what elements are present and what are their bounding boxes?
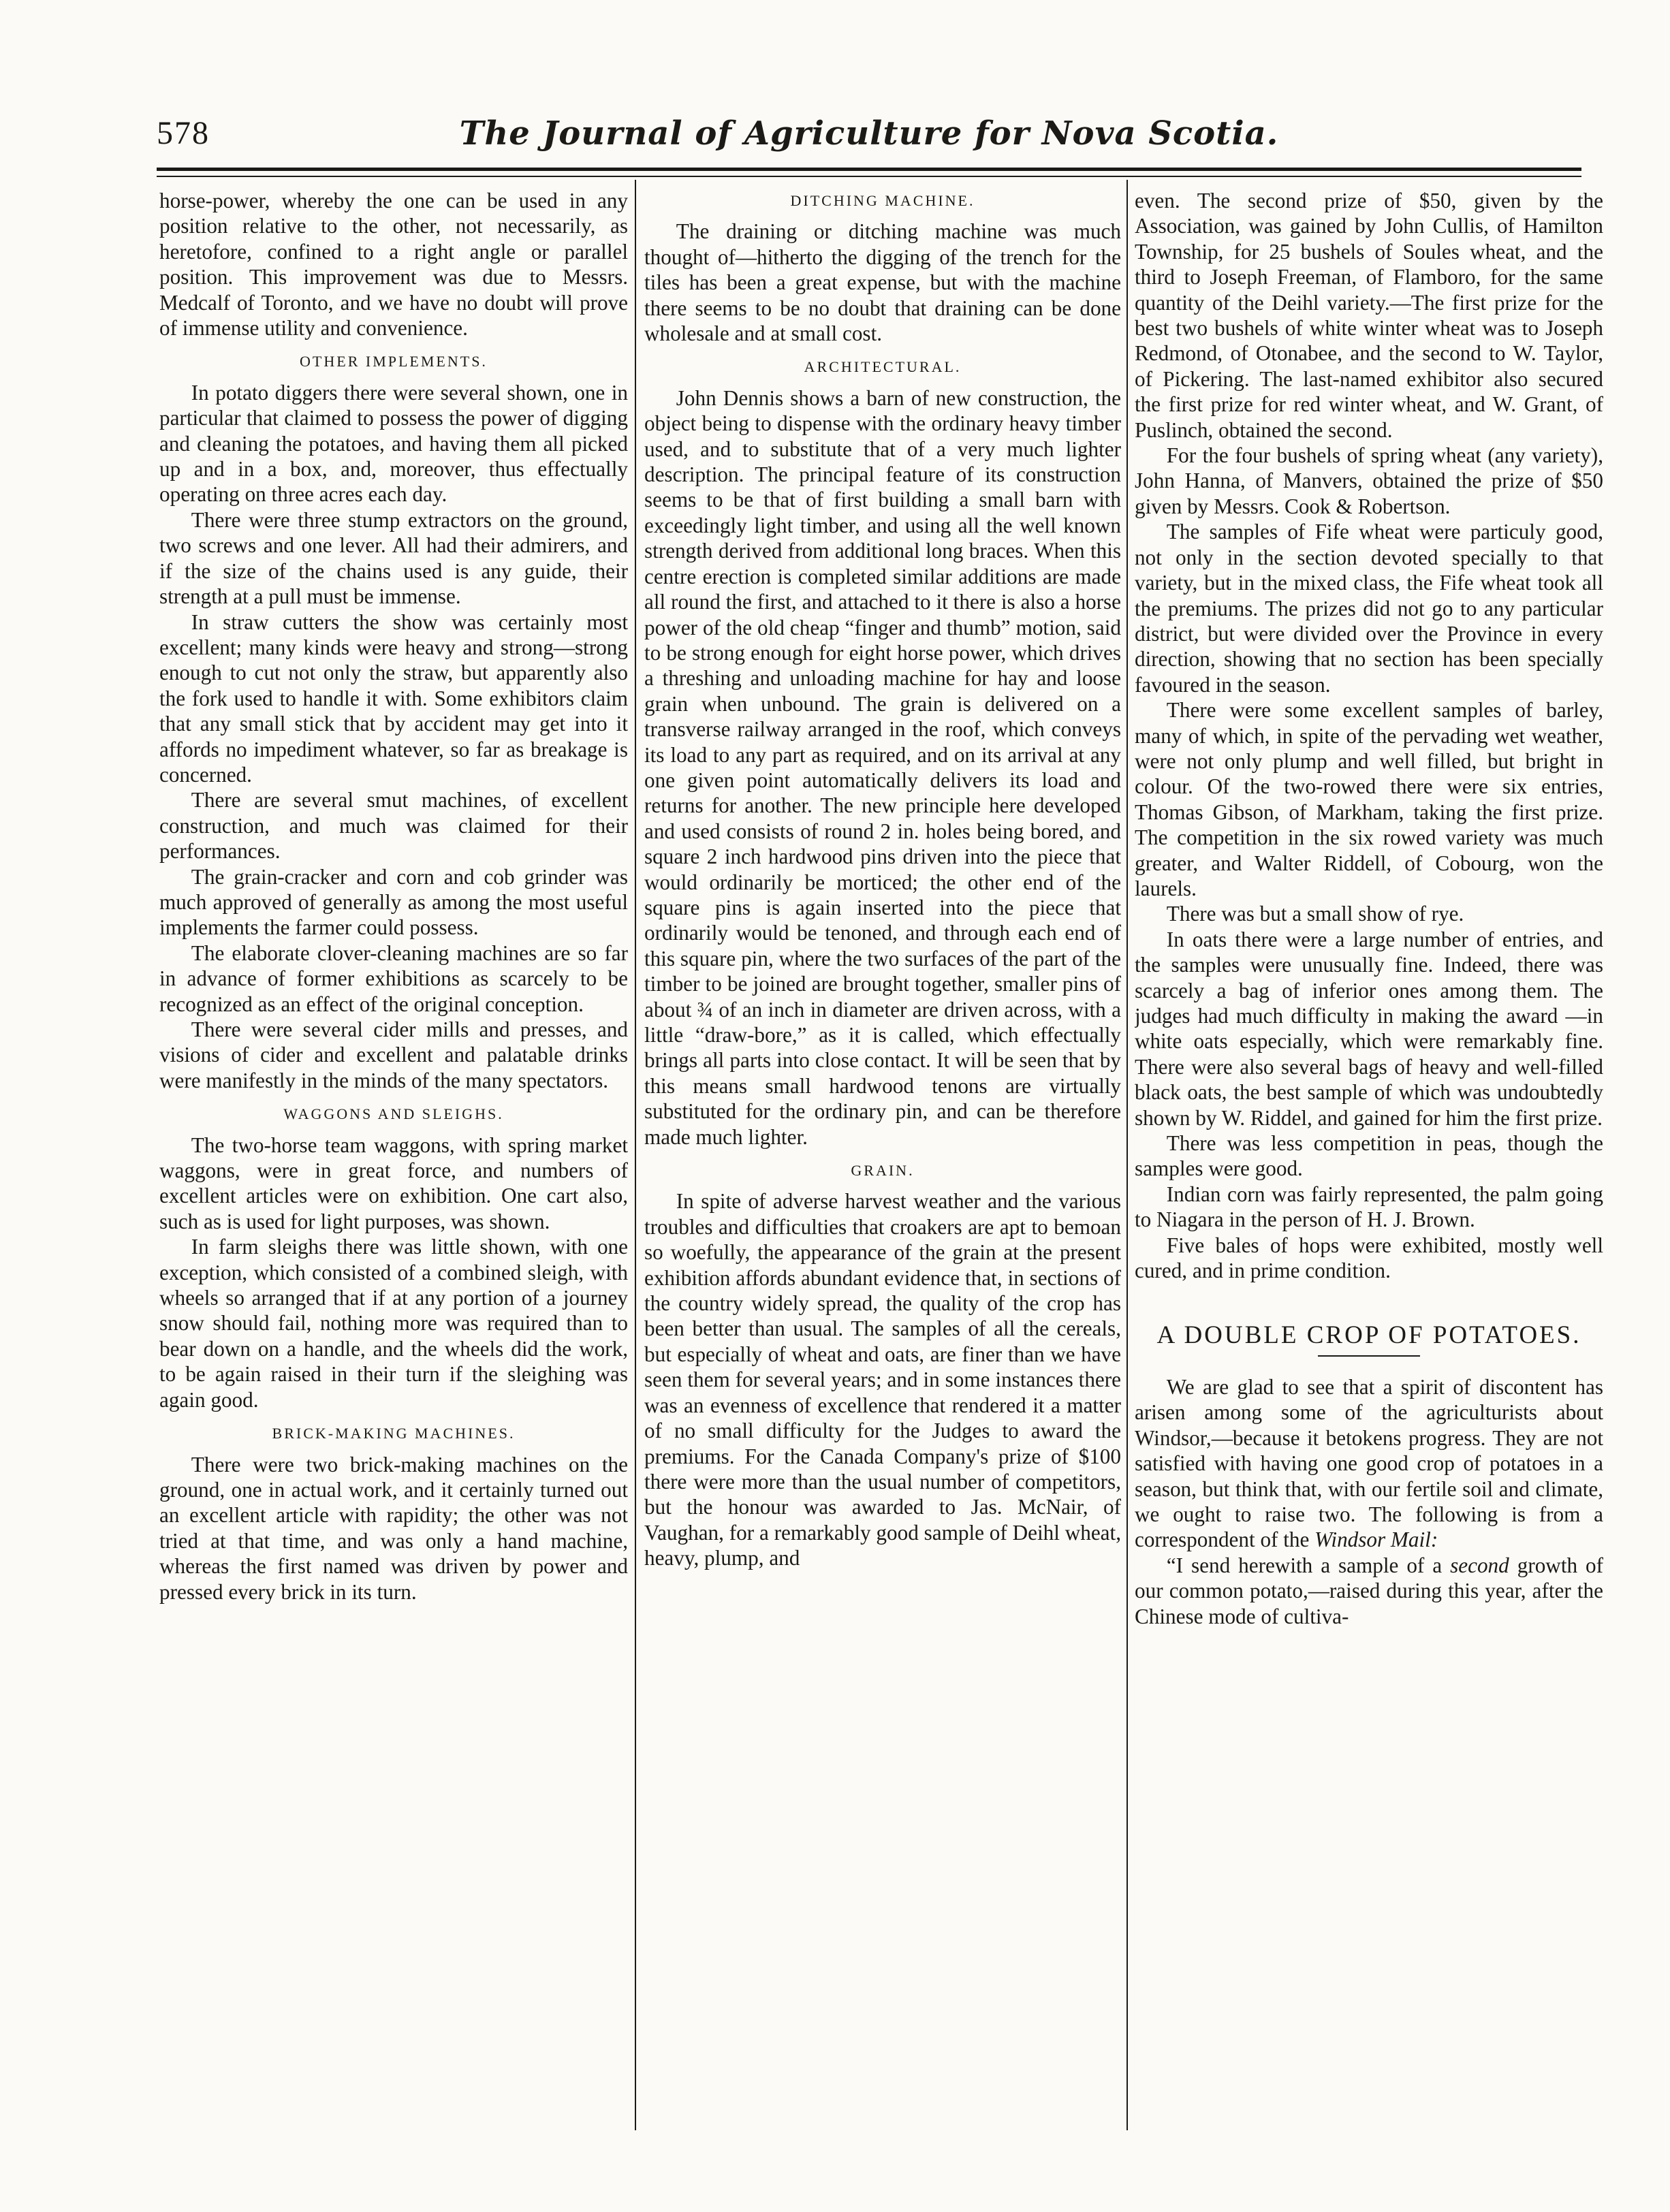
page-header <box>157 114 1581 169</box>
page-number: 578 <box>157 115 210 151</box>
section-heading-other-implements: OTHER IMPLEMENTS. <box>300 353 488 370</box>
paragraph: There are several smut machines, of excellent construction, and much was claimed for their performances. <box>159 788 628 864</box>
paragraph: John Dennis shows a barn of new construction, the object being to dispense with the ordinary heavy timber used, and to substitute that of a very much lighter description. The principal feature of its construction seems to be that of first building a small barn with exceedingly light timber, and using all the well known strength derived from additional long braces. When this centre erection is completed similar additions are made all round the first, and attached to it there is also a horse power of the old cheap “finger and thumb” motion, said to be strong enough for eight horse power, which drives a threshing and unloading machine for hay and loose grain when unbound. The grain is delivered on a transverse railway arranged in the roof, which conveys its load to any part as required, and on its arrival at any one given point automatically delivers its load and returns for another. The new principle here developed and used consists of round 2 in. holes being bored, and square 2 inch hardwood pins driven into the piece that would ordinarily be morticed; the other end of the square pins is again inserted into the piece that ordinarily would be tenoned, and through each end of this square pin, where the two surfaces of the part of the timber to be joined are brought together, smaller pins of about ¾ of an inch in diameter are driven across, with a little “draw-bore,” as it is called, which effectually brings all parts into close contact. It will be seen that by this means small hardwood tenons are virtually substituted for the ordinary pin, and can be therefore made much lighter. <box>644 385 1121 1149</box>
paragraph: There were three stump extractors on the ground, two screws and one lever. All had their admirers, and if the size of the chains used is any guide, their strength at a pull must be immense. <box>159 507 628 609</box>
paragraph <box>1135 1553 1603 1629</box>
section-heading-grain: GRAIN. <box>851 1162 915 1180</box>
running-title: The Journal of Agriculture for Nova Scotia. <box>459 114 1279 153</box>
paragraph: The grain-cracker and corn and cob grinder was much approved of generally as among the most useful implements the farmer could possess. <box>159 864 628 940</box>
paragraph: There were several cider mills and presses, and visions of cider and excellent and palatable drinks were manifestly in the minds of the many spectators. <box>159 1017 628 1092</box>
paragraph: There were two brick-making machines on the ground, one in actual work, and it certainly turned out an excellent article with rapidity; the other was not tried at that time, and was only a hand machine, whereas the first named was driven by power and pressed every brick in its turn. <box>159 1452 628 1604</box>
paragraph-text: We are glad to see that a spirit of discontent has arisen among some of the agriculturists about Windsor,—because it betokens progress. They are not satisfied with having one good crop of potatoes in a season, but think that, with our fertile soil and climate, we ought to raise two. The following is from a correspondent of the <box>1135 1374 1603 1552</box>
column-middle <box>644 188 1121 2130</box>
title-rule <box>1318 1355 1420 1357</box>
paragraph: Indian corn was fairly represented, the palm going to Niagara in the person of H. J. Brown. <box>1135 1182 1603 1232</box>
paragraph: The draining or ditching machine was much thought of—hitherto the digging of the trench for the tiles has been a great expense, but with the machine there seems to be no doubt that draining can be done wholesale and at small cost. <box>644 219 1121 346</box>
emphasis: second <box>1450 1553 1509 1577</box>
paragraph: There was less competition in peas, though the samples were good. <box>1135 1131 1603 1181</box>
paragraph: There was but a small show of rye. <box>1166 902 1464 926</box>
section-heading-waggons-and-sleighs: WAGGONS AND SLEIGHS. <box>283 1105 504 1123</box>
source-name: Windsor Mail: <box>1314 1528 1438 1552</box>
paragraph: horse-power, whereby the one can be used in any position relative to the other, not necessarily, as heretofore, confined to a right angle or parallel position. This improvement was due to Messrs. Medcalf of Toronto, and we have no doubt will prove of immense utility and convenience. <box>159 189 628 341</box>
paragraph: In farm sleighs there was little shown, with one exception, which consisted of a combined sleigh, with wheels so arranged that if at any portion of a journey snow should fail, nothing more was required than to bear down on a handle, and the wheels did the work, to be again raised in their turn if the sleighing was again good. <box>159 1235 628 1412</box>
paragraph: In oats there were a large number of entries, and the samples were unusually fine. Indeed, there was scarcely a bag of inferior ones among them. The judges had much difficulty in making the award —in white oats especially, which were remarkably fine. There were also several bags of heavy and well-filled black oats, the best sample of which was undoubtedly shown by W. Riddel, and gained for him the first prize. <box>1135 927 1603 1130</box>
quote-text: growth of our common potato,—raised during this year, after the Chinese mode of cultiva- <box>1135 1553 1603 1628</box>
paragraph: In spite of adverse harvest weather and the various troubles and difficulties that croakers are apt to bemoan so woefully, the appearance of the grain at the present exhibition affords abundant evidence that, in sections of the country widely spread, the quality of the crop has been better than usual. The samples of all the cereals, but especially of wheat and oats, are finer than we have seen them for several years; and in some instances there was an evenness of excellence that rendered it a matter of no small difficulty for the Judges to award the premiums. For the Canada Company's prize of $100 there were more than the usual number of competitors, but the honour was awarded to Jas. McNair, of Vaughan, for a remarkably good sample of Deihl wheat, heavy, plump, and <box>644 1189 1121 1570</box>
quote-lead: “I send herewith a sample of a <box>1166 1553 1443 1577</box>
section-heading-ditching-machine: DITCHING MACHINE. <box>790 192 975 209</box>
column-divider <box>635 180 636 2130</box>
article-title: A DOUBLE CROP OF POTATOES. <box>1156 1321 1581 1350</box>
paragraph <box>1135 1374 1603 1553</box>
paragraph: There were some excellent samples of barley, many of which, in spite of the pervading wet weather, were not only plump and well filled, but bright in colour. Of the two-rowed there were six entries, Thomas Gibson, of Markham, taking the first prize. The competition in the six rowed variety was much greater, and Walter Riddell, of Cobourg, won the laurels. <box>1135 698 1603 900</box>
paragraph: Five bales of hops were exhibited, mostly well cured, and in prime condition. <box>1135 1233 1603 1283</box>
section-heading-architectural: ARCHITECTURAL. <box>804 358 962 376</box>
column-divider <box>1127 180 1128 2130</box>
column-right <box>1135 188 1603 2130</box>
paragraph: For the four bushels of spring wheat (any variety), John Hanna, of Manvers, obtained the prize of $50 given by Messrs. Cook & Robertson. <box>1135 443 1603 518</box>
section-heading-brick-making-machines: BRICK-MAKING MACHINES. <box>272 1425 516 1442</box>
paragraph: In straw cutters the show was certainly most excellent; many kinds were heavy and strong—strong enough to cut not only the straw, but apparently also the fork used to handle it with. Some exhibitors claim that any small stick that by accident may get into it affords no impediment whatever, so far as breakage is concerned. <box>159 610 628 787</box>
paragraph: The elaborate clover-cleaning machines are so far in advance of former exhibitions as scarcely to be recognized as an effect of the original conception. <box>159 941 628 1016</box>
paragraph: The two-horse team waggons, with spring market waggons, were in great force, and numbers of excellent articles were on exhibition. One cart also, such as is used for light purposes, was shown. <box>159 1133 628 1233</box>
column-left <box>159 188 628 2130</box>
header-rule-thick <box>157 168 1581 171</box>
paragraph: even. The second prize of $50, given by the Association, was gained by John Cullis, of Hamilton Township, for 25 bushels of Soules wheat, and the third to Joseph Freeman, of Flamboro, for the same quantity of the Deihl variety.—The first prize for the best two bushels of white winter wheat was to Joseph Redmond, of Otonabee, and the second to W. Taylor, of Pickering. The last-named exhibitor also secured the first prize for red winter wheat, and W. Grant, of Puslinch, obtained the second. <box>1135 189 1603 442</box>
paragraph: The samples of Fife wheat were particuly good, not only in the section devoted specially to that variety, but in the mixed class, the Fife wheat took all the premiums. The prizes did not go to any particular district, but were divided over the Province in every direction, showing that no section has been specially favoured in the season. <box>1135 520 1603 697</box>
paragraph: In potato diggers there were several shown, one in particular that claimed to possess the power of digging and cleaning the potatoes, and having them all picked up and in a box, and, moreover, thus effectually operating on three acres each day. <box>159 380 628 507</box>
header-rule-thin <box>157 176 1581 177</box>
